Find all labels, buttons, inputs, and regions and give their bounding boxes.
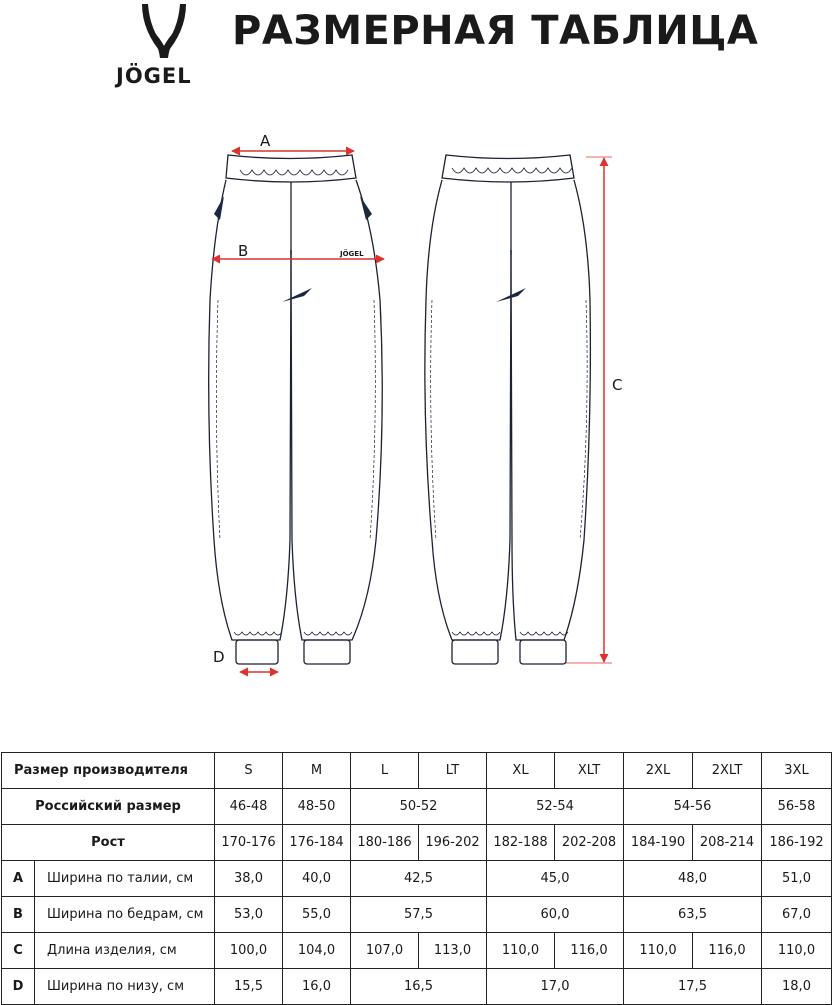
left-pocket-accent	[214, 196, 224, 220]
front-waistband	[226, 155, 356, 182]
height-cell: 170-176	[215, 825, 283, 861]
measure-label: Ширина по низу, см	[35, 969, 215, 1005]
measure-label: Длина изделия, см	[35, 933, 215, 969]
size-table	[1, 752, 832, 1005]
front-left-leg	[209, 180, 291, 640]
measure-cell: 53,0	[215, 897, 283, 933]
back-view	[425, 155, 591, 664]
measure-cell: 110,0	[762, 933, 832, 969]
measure-cell: 116,0	[555, 933, 624, 969]
measure-cell: 38,0	[215, 861, 283, 897]
height-cell: 202-208	[555, 825, 624, 861]
measure-letter: A	[2, 861, 35, 897]
measure-cell: 51,0	[762, 861, 832, 897]
brand-name: JÖGEL	[116, 64, 192, 88]
table-row-a	[2, 861, 832, 897]
size-cell: XLT	[555, 753, 624, 789]
measure-cell: 107,0	[351, 933, 419, 969]
brand-logo	[110, 0, 220, 95]
size-cell: 50-52	[351, 789, 487, 825]
table-row-c	[2, 933, 832, 969]
measure-cell: 55,0	[283, 897, 351, 933]
measure-cell: 48,0	[624, 861, 762, 897]
height-label: Рост	[2, 825, 215, 861]
dimension-c-label: C	[612, 376, 623, 394]
measure-letter: C	[2, 933, 35, 969]
table-row-manufacturer	[2, 753, 832, 789]
measure-letter: D	[2, 969, 35, 1005]
measure-cell: 67,0	[762, 897, 832, 933]
manufacturer-size-label: Размер производителя	[2, 753, 215, 789]
measure-cell: 17,0	[487, 969, 624, 1005]
dimension-b-label: B	[238, 242, 249, 260]
measure-cell: 60,0	[487, 897, 624, 933]
page-title: РАЗМЕРНАЯ ТАБЛИЦА	[232, 8, 759, 54]
size-cell: L	[351, 753, 419, 789]
height-cell: 182-188	[487, 825, 555, 861]
measure-cell: 40,0	[283, 861, 351, 897]
russian-size-label: Российский размер	[2, 789, 215, 825]
table-row-russian	[2, 789, 832, 825]
height-cell: 186-192	[762, 825, 832, 861]
measure-cell: 110,0	[487, 933, 555, 969]
size-cell: LT	[419, 753, 487, 789]
measure-cell: 18,0	[762, 969, 832, 1005]
measure-cell: 110,0	[624, 933, 693, 969]
measure-cell: 16,5	[351, 969, 487, 1005]
measure-cell: 17,5	[624, 969, 762, 1005]
height-cell: 184-190	[624, 825, 693, 861]
measure-label: Ширина по талии, см	[35, 861, 215, 897]
size-cell: 52-54	[487, 789, 624, 825]
measure-cell: 16,0	[283, 969, 351, 1005]
measure-cell: 104,0	[283, 933, 351, 969]
table-row-d	[2, 969, 832, 1005]
height-cell: 208-214	[693, 825, 762, 861]
measure-label: Ширина по бедрам, см	[35, 897, 215, 933]
height-cell: 196-202	[419, 825, 487, 861]
size-cell: 3XL	[762, 753, 832, 789]
pants-technical-drawing	[0, 120, 832, 690]
height-cell: 176-184	[283, 825, 351, 861]
front-seam-accent	[282, 288, 312, 302]
front-view	[209, 155, 383, 664]
right-pocket-accent	[360, 196, 372, 220]
height-cell: 180-186	[351, 825, 419, 861]
measure-cell: 116,0	[693, 933, 762, 969]
dimension-a-label: A	[260, 132, 271, 150]
measure-letter: B	[2, 897, 35, 933]
measure-cell: 113,0	[419, 933, 487, 969]
measure-cell: 100,0	[215, 933, 283, 969]
front-right-leg	[291, 180, 382, 640]
size-cell: 48-50	[283, 789, 351, 825]
size-cell: XL	[487, 753, 555, 789]
table-row-height	[2, 825, 832, 861]
size-cell: 56-58	[762, 789, 832, 825]
size-cell: 46-48	[215, 789, 283, 825]
measure-cell: 15,5	[215, 969, 283, 1005]
jogel-v-logo-icon	[138, 2, 190, 62]
table-row-b	[2, 897, 832, 933]
size-cell: 2XLT	[693, 753, 762, 789]
size-cell: 54-56	[624, 789, 762, 825]
measure-cell: 63,5	[624, 897, 762, 933]
measure-cell: 42,5	[351, 861, 487, 897]
measure-cell: 45,0	[487, 861, 624, 897]
measure-cell: 57,5	[351, 897, 487, 933]
size-cell: 2XL	[624, 753, 693, 789]
size-cell: S	[215, 753, 283, 789]
garment-logo: JÖGEL	[340, 250, 364, 258]
dimension-d-label: D	[213, 648, 225, 666]
size-cell: M	[283, 753, 351, 789]
